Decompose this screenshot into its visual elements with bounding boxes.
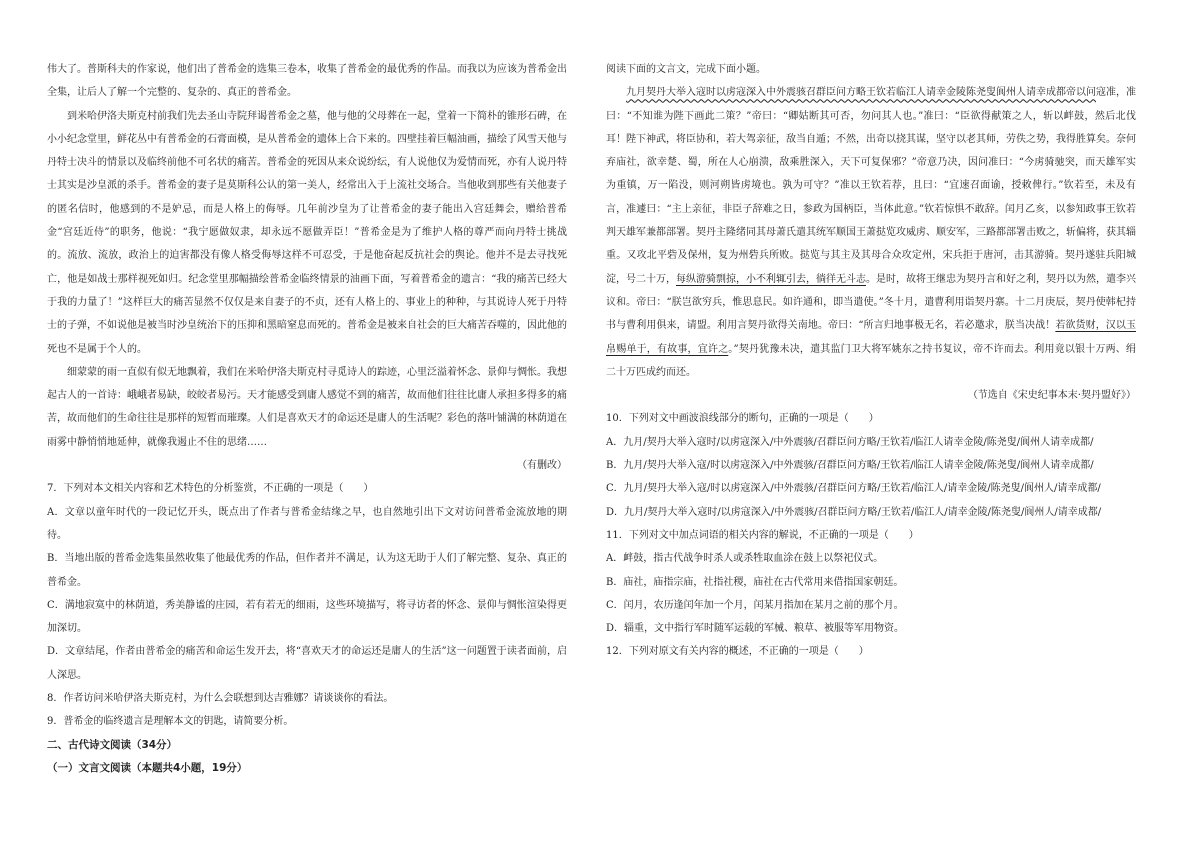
option-10c: C．九月/契丹大举入寇/时以虏寇深入/中外震骇/召群臣问方略/王钦若/临江人/请幸金陵/陈尧叟/阆州人/请幸成都/ [606,483,1101,495]
underlined-sentence-2: 若欲货财，汉以玉帛赐单于，有故事，宜许之 [606,320,1136,355]
reading-instruction: 阅读下面的文言文，完成下面小题。 [606,64,766,75]
passage-paragraph: 伟大了。普斯科夫的作家说，他们出了普希金的选集三卷本，收集了普希金的最优秀的作品。而我以为应该为普希金出全集，让后人了解一个完整的、复杂的、真正的普希金。 [47,64,567,99]
option-10a: A．九月/契丹大举入寇时/以虏寇深入/中外震骇/召群臣问方略/王钦若/临江人请幸金陵/陈尧叟/阆州人请幸成都/ [606,436,1094,448]
option-11d: D．辎重，文中指行军时随军运载的军械、粮草、被服等军用物资。 [606,623,905,635]
right-column [606,58,1136,664]
option-11b: B．庙社，庙指宗庙，社指社稷，庙社在古代常用来借指国家朝廷。 [606,576,904,588]
option-7c: C．满地寂寞中的林荫道，秀美静谧的庄园，若有若无的细雨，这些环境描写，将寻访者的怀念、景仰与惆怅渲染得更加深切。 [47,599,567,635]
passage-text: 。是时，故将王继忠为契丹言和好之利，契丹以为然，遣李兴议和。帝曰：“朕岂欲穷兵，惟思息民。如许通和，即当遣使。”冬十月，遣曹利用诣契丹寨。十二月庚辰，契丹使韩杞持书与曹利用俱来，请盟。利用言契丹欲得关南地。帝曰：“所言归地事极无名，若必邀求，朕当决战！ [606,273,1136,332]
option-7d: D．文章结尾，作者由普希金的痛苦和命运生发开去，将“喜欢天才的命运还是庸人的生活”这一问题置于读者面前，启人深思。 [47,646,567,681]
option-11c: C．闰月，农历逢闰年加一个月，闰某月指加在某月之前的那个月。 [606,599,904,611]
question-9: 9．普希金的临终遗言是理解本文的钥匙，请简要分析。 [47,716,294,728]
option-10d: D．九月/契丹大举入寇时/以虏寇深入/中外震骇/召群臣问方略/王钦若/临江人/请幸金陵/陈尧叟/阆州人/请幸成都/ [606,506,1102,518]
classical-passage [606,81,1136,384]
question-7: 7．下列对本文相关内容和艺术特色的分析鉴赏，不正确的一项是（ ） [47,483,374,495]
question-11: 11．下列对文中加点词语的相关内容的解说，不正确的一项是（ ） [606,529,919,541]
passage-text: 寇准，准曰：“不知谁为陛下画此二策？”帝曰：“卿姑断其可否，勿问其人也。”准曰：“臣欲得献策之人，斩以衅鼓，然后北伐耳！陛下神武，将臣协和，若大驾亲征，敌当自遁；不然，出奇以挠其谋，坚守以老其师，劳佚之势，我得胜算矣。奈何弃庙社，欲幸楚、蜀，所在人心崩溃，敌乘胜深入，天下可复保邪？”帝意乃决，因问准曰：“今虏骑驰突，而天雄军实为重镇，万一陷没，则河朔皆虏境也。孰为可守？”准以王钦若荐，且曰：“宜速召面谕，授敕俾行。”钦若至，未及有言，准遽曰：“主上亲征，非臣子辞难之日，参政为国柄臣，当体此意。”钦若惊惧不敢辞。闰月乙亥，以参知政事王钦若判天雄军兼都部署。契丹主隆绪同其母萧氏遣其统军顺国王萧挞览攻威虏、顺安军，三路都部署击败之，斩偏将，获其辎重。又攻北平砦及保州，复为州砦兵所败。挞览与其主及其母合众攻定州，宋兵拒于唐河，击其游骑。契丹遂驻兵阳城淀，号二十万， [606,87,1136,285]
question-10: 10．下列对文中画波浪线部分的断句，正确的一项是（ ） [606,413,879,425]
question-12: 12．下列对原文有关内容的概述，不正确的一项是（ ） [606,646,869,658]
source-note: （节选自《宋史纪事本末·契丹盟好》） [967,390,1136,402]
subsection-heading: （一）文言文阅读（本题共4小题，19分） [47,761,248,774]
left-column [47,58,567,780]
underlined-sentence-1: 每纵游骑剽掠，小不利辄引去，徜徉无斗志 [676,273,866,285]
source-note: （有删改） [517,460,567,472]
option-11a: A．衅鼓，指古代战争时杀人或杀牲取血涂在鼓上以祭祀仪式。 [606,553,884,565]
passage-paragraph: 细蒙蒙的雨一直似有似无地飘着，我们在米哈伊洛夫斯克村寻觅诗人的踪迹，心里泛溢着怀念、景仰与惆怅。我想起古人的一首诗：峨峨者易缺，皎皎者易污。天才能感受到庸人感觉不到的痛苦，故而他们往往比庸人承担多得多的痛苦，故而他们的生命往往是那样的短暂而璀璨。人们是喜欢天才的命运还是庸人的生活呢？彩色的落叶铺满的林荫道在雨雾中静悄悄地延伸，就像我遏止不住的思绪…… [47,366,567,448]
question-8: 8．作者访问米哈伊洛夫斯克村，为什么会联想到达吉雅娜？请谈谈你的看法。 [47,693,394,705]
option-7b: B．当地出版的普希金选集虽然收集了他最优秀的作品，但作者并不满足，认为这无助于人们了解完整、复杂、真正的普希金。 [47,553,567,588]
wavy-underlined-text: 九月契丹大举入寇时以虏寇深入中外震骇召群臣问方略王钦若临江人请幸金陵陈尧叟阆州人请幸成都帝以问 [626,87,1096,99]
option-10b: B．九月/契丹大举入寇/时以虏寇深入/中外震骇/召群臣问方略/王钦若/临江人请幸金陵/陈尧叟/阆州人请幸成都/ [606,460,1094,472]
section-heading: 二、古代诗文阅读（34分） [47,738,178,751]
passage-paragraph: 到米哈伊洛夫斯克村前我们先去圣山寺院拜谒普希金之墓，他与他的父母葬在一起，堂着一下简朴的锥形石碑，在小小纪念堂里，鲜花丛中有普希金的石膏面模，是从普希金的遗体上合下来的。四壁挂着巨幅油画，描绘了风雪天他与丹特士决斗的情景以及临终前他不可名状的痛苦。普希金的死因从来众说纷纭，有人说他仅为爱情而死，亦有人说丹特士其实是沙皇派的杀手。普希金的妻子是莫斯科公认的第一美人，经常出入于上流社交场合。当他收到那些有关他妻子的匿名信时，他感到的不是妒忌，而是人格上的侮辱。几年前沙皇为了让普希金的妻子能出入宫廷舞会，赠给普希金“宫廷近侍”的职务，他说：“我宁愿做奴隶，却永远不愿做弄臣！”普希金是为了维护人格的尊严而向丹特士挑战的。流放、流放，政治上的迫害都没有像人格受侮辱这样不可忍受，于是他奋起反抗社会的舆论。他并不是去寻找死亡，他是如战士那样视死如归。纪念堂里那幅描绘普希金临终情景的油画下面，写着普希金的遗言：“我的痛苦已经大于我的力量了！”这样巨大的痛苦显然不仅仅是来自妻子的不贞，还有人格上的、事业上的种种，与其说诗人死于丹特士的子弹，不如说他是被当时沙皇统治下的压抑和黑暗窒息而死的。普希金是被来自社会的巨大痛苦吞噬的，因此他的死也不是属于个人的。 [47,110,567,355]
passage-text: 。”契丹犹豫未决，遣其监门卫大将军姚东之持书复议，帝不许而去。利用竟以银十万两、绢二十万匹成约而还。 [606,343,1136,378]
option-7a: A．文章以童年时代的一段记忆开头，既点出了作者与普希金结缘之早，也自然地引出下文对访问普希金流放地的期待。 [47,506,567,541]
